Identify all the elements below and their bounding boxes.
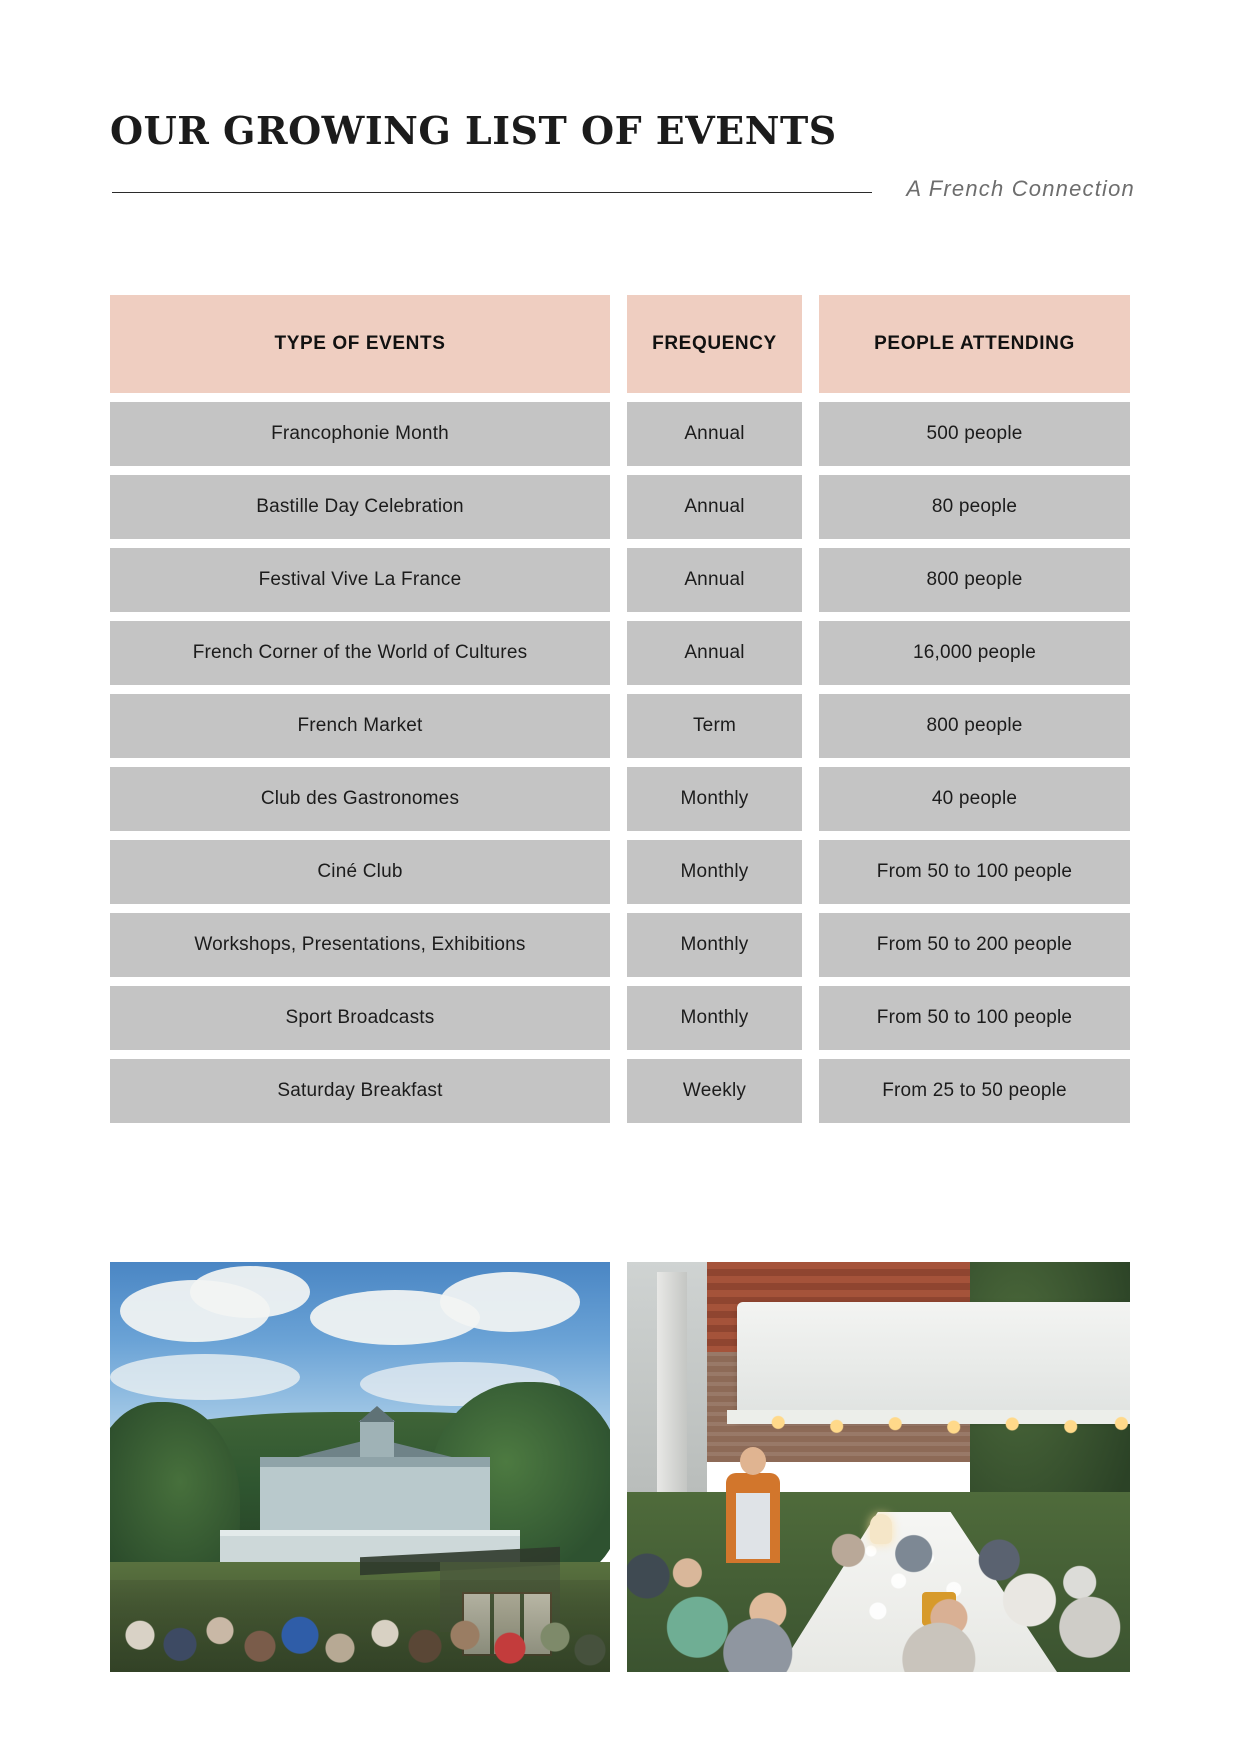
cell-people-attending: From 50 to 100 people [819,986,1130,1050]
cell-people-attending: 80 people [819,475,1130,539]
table-row [110,475,1130,539]
long-table-dinner-under-marquee-photo [627,1262,1130,1672]
string-lights [747,1412,1130,1438]
cell-event-type: French Market [110,694,610,758]
column-header-frequency: FREQUENCY [627,295,802,393]
cell-event-type: Festival Vive La France [110,548,610,612]
photo-gallery [110,1262,1130,1672]
cell-event-type: Bastille Day Celebration [110,475,610,539]
table-row [110,621,1130,685]
chef-with-apron [722,1447,782,1567]
cell-frequency: Monthly [627,986,802,1050]
cell-frequency: Annual [627,621,802,685]
table-row [110,402,1130,466]
cloud [110,1354,300,1400]
chef-head [740,1447,766,1475]
cell-frequency: Annual [627,548,802,612]
cell-people-attending: 800 people [819,694,1130,758]
cell-event-type: Sport Broadcasts [110,986,610,1050]
white-marquee [737,1302,1130,1422]
cell-frequency: Monthly [627,767,802,831]
cell-people-attending: 40 people [819,767,1130,831]
seated-guests [627,1512,1130,1672]
column-header-people-attending: PEOPLE ATTENDING [819,295,1130,393]
cell-frequency: Weekly [627,1059,802,1123]
cell-people-attending: From 50 to 100 people [819,840,1130,904]
table-row [110,913,1130,977]
cell-people-attending: From 50 to 200 people [819,913,1130,977]
table-row [110,694,1130,758]
cell-frequency: Annual [627,402,802,466]
cell-people-attending: From 25 to 50 people [819,1059,1130,1123]
cell-event-type: Ciné Club [110,840,610,904]
column-header-type-of-events: TYPE OF EVENTS [110,295,610,393]
veranda-column [657,1272,687,1502]
outdoor-market-in-garden-photo [110,1262,610,1672]
table-row [110,1059,1130,1123]
header-divider [112,192,872,193]
table-row [110,986,1130,1050]
subtitle-row [110,176,1135,206]
cell-frequency: Annual [627,475,802,539]
cell-event-type: Saturday Breakfast [110,1059,610,1123]
house-turret [360,1420,394,1460]
table-header-row [110,295,1130,393]
cloud [190,1266,310,1318]
table-row [110,840,1130,904]
chef-apron [736,1493,770,1559]
document-header [110,110,1135,206]
cell-people-attending: 16,000 people [819,621,1130,685]
events-table [110,295,1130,1132]
crowd-of-visitors [110,1580,610,1672]
page-title: OUR GROWING LIST OF EVENTS [110,108,837,153]
cell-people-attending: 800 people [819,548,1130,612]
table-row [110,548,1130,612]
cell-event-type: Club des Gastronomes [110,767,610,831]
cell-event-type: French Corner of the World of Cultures [110,621,610,685]
cell-event-type: Francophonie Month [110,402,610,466]
cell-people-attending: 500 people [819,402,1130,466]
cell-frequency: Monthly [627,913,802,977]
cloud [440,1272,580,1332]
table-row [110,767,1130,831]
cell-event-type: Workshops, Presentations, Exhibitions [110,913,610,977]
organisation-subtitle: A French Connection [906,175,1135,201]
cell-frequency: Term [627,694,802,758]
cell-frequency: Monthly [627,840,802,904]
